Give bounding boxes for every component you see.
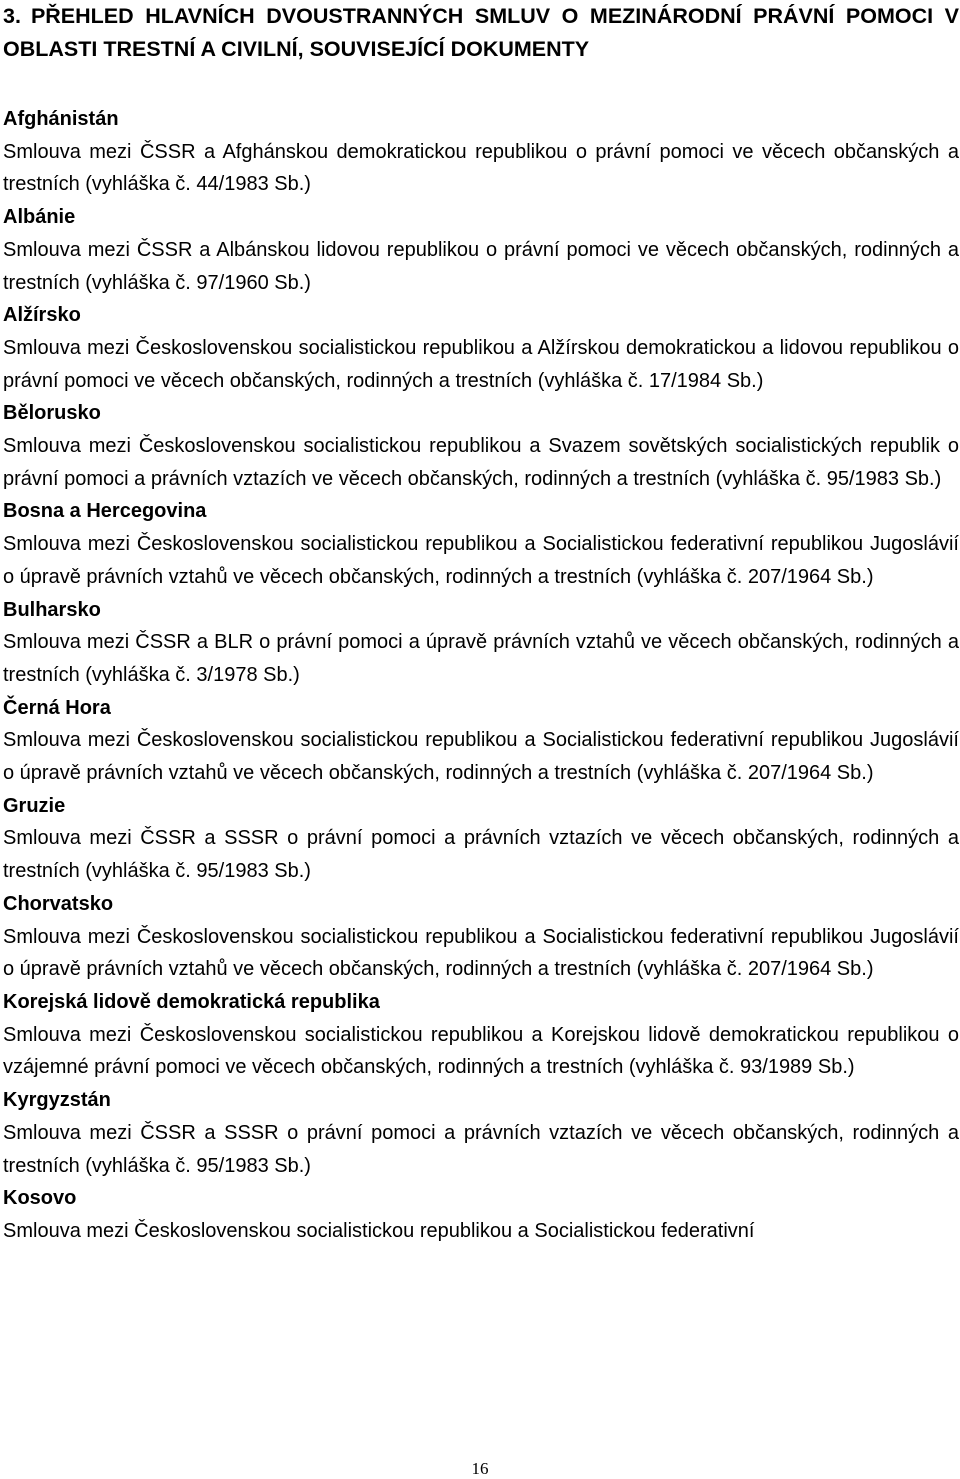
- treaty-description: Smlouva mezi Československou socialistickou republikou a Socialistickou federativní republikou Jugoslávií o úpravě právních vztahů ve věcech občanských, rodinných a trestních (vyhláška č. 207/1964 Sb.): [3, 533, 959, 588]
- treaty-entry: [3, 594, 959, 692]
- country-heading: Alžírsko: [3, 304, 81, 327]
- treaty-description: Smlouva mezi ČSSR a SSSR o právní pomoci a právních vztazích ve věcech občanských, rodinných a trestních (vyhláška č. 95/1983 Sb.): [3, 1121, 959, 1177]
- treaty-description: Smlouva mezi Československou socialistickou republikou a Korejskou lidově demokratickou republikou o vzájemné právní pomoci ve věcech občanských, rodinných a trestních (vyhláška č. 93/1989 Sb.): [3, 1023, 959, 1079]
- treaty-description: Smlouva mezi ČSSR a Albánskou lidovou republikou o právní pomoci ve věcech občanských, rodinných a trestních (vyhláška č. 97/1960 Sb.): [3, 238, 959, 294]
- country-heading: Bělorusko: [3, 402, 101, 425]
- section-title: PŘEHLED HLAVNÍCH DVOUSTRANNÝCH SMLUV O MEZINÁRODNÍ PRÁVNÍ POMOCI V OBLASTI TRESTNÍ A CIVILNÍ, SOUVISEJÍCÍ DOKUMENTY: [3, 4, 959, 61]
- country-heading: Bosna a Hercegovina: [3, 500, 207, 523]
- treaty-entry: [3, 299, 959, 397]
- country-heading: Chorvatsko: [3, 892, 114, 915]
- treaty-entry: [3, 888, 959, 986]
- treaty-entry: [3, 986, 959, 1084]
- country-heading: Albánie: [3, 206, 76, 229]
- treaty-entry: [3, 201, 959, 299]
- country-heading: Bulharsko: [3, 598, 101, 621]
- treaty-entry: [3, 1182, 959, 1247]
- page-number: 16: [471, 1459, 489, 1478]
- treaty-description: Smlouva mezi Československou socialistickou republikou a Socialistickou federativní republikou Jugoslávií o úpravě právních vztahů ve věcech občanských, rodinných a trestních (vyhláška č. 207/1964 Sb.): [3, 925, 959, 981]
- country-heading: Kosovo: [3, 1187, 77, 1210]
- treaty-description: Smlouva mezi Československou socialistickou republikou a Svazem sovětských socialistických republik o právní pomoci a právních vztazích ve věcech občanských, rodinných a trestních (vyhláška č. 95/1983 Sb.): [3, 435, 959, 490]
- country-heading: Korejská lidově demokratická republika: [3, 990, 380, 1013]
- treaty-description: Smlouva mezi ČSSR a Afghánskou demokratickou republikou o právní pomoci ve věcech občanských a trestních (vyhláška č. 44/1983 Sb.): [3, 140, 959, 196]
- country-heading: Afghánistán: [3, 108, 119, 130]
- treaty-list: [3, 103, 959, 1248]
- section-heading: [3, 0, 959, 66]
- treaty-entry: [3, 1084, 959, 1182]
- treaty-description: Smlouva mezi ČSSR a BLR o právní pomoci a úpravě právních vztahů ve věcech občanských, rodinných a trestních (vyhláška č. 3/1978 Sb.): [3, 631, 959, 686]
- country-heading: Gruzie: [3, 794, 66, 817]
- treaty-description: Smlouva mezi ČSSR a SSSR o právní pomoci a právních vztazích ve věcech občanských, rodinných a trestních (vyhláška č. 95/1983 Sb.): [3, 827, 959, 883]
- treaty-entry: [3, 495, 959, 593]
- document-page: [3, 0, 959, 1248]
- country-heading: Kyrgyzstán: [3, 1089, 111, 1112]
- heading-spacer: [3, 66, 959, 103]
- treaty-entry: [3, 790, 959, 888]
- treaty-entry: [3, 692, 959, 790]
- treaty-description: Smlouva mezi Československou socialistickou republikou a Socialistickou federativní republikou Jugoslávií o úpravě právních vztahů ve věcech občanských, rodinných a trestních (vyhláška č. 207/1964 Sb.): [3, 729, 959, 785]
- treaty-description: Smlouva mezi Československou socialistickou republikou a Alžírskou demokratickou a lidovou republikou o právní pomoci ve věcech občanských, rodinných a trestních (vyhláška č. 17/1984 Sb.): [3, 336, 959, 392]
- section-number: 3.: [3, 4, 21, 28]
- treaty-entry: [3, 397, 959, 495]
- treaty-description: Smlouva mezi Československou socialistickou republikou a Socialistickou federativní: [3, 1219, 755, 1242]
- country-heading: Černá Hora: [3, 696, 111, 719]
- treaty-entry: [3, 103, 959, 201]
